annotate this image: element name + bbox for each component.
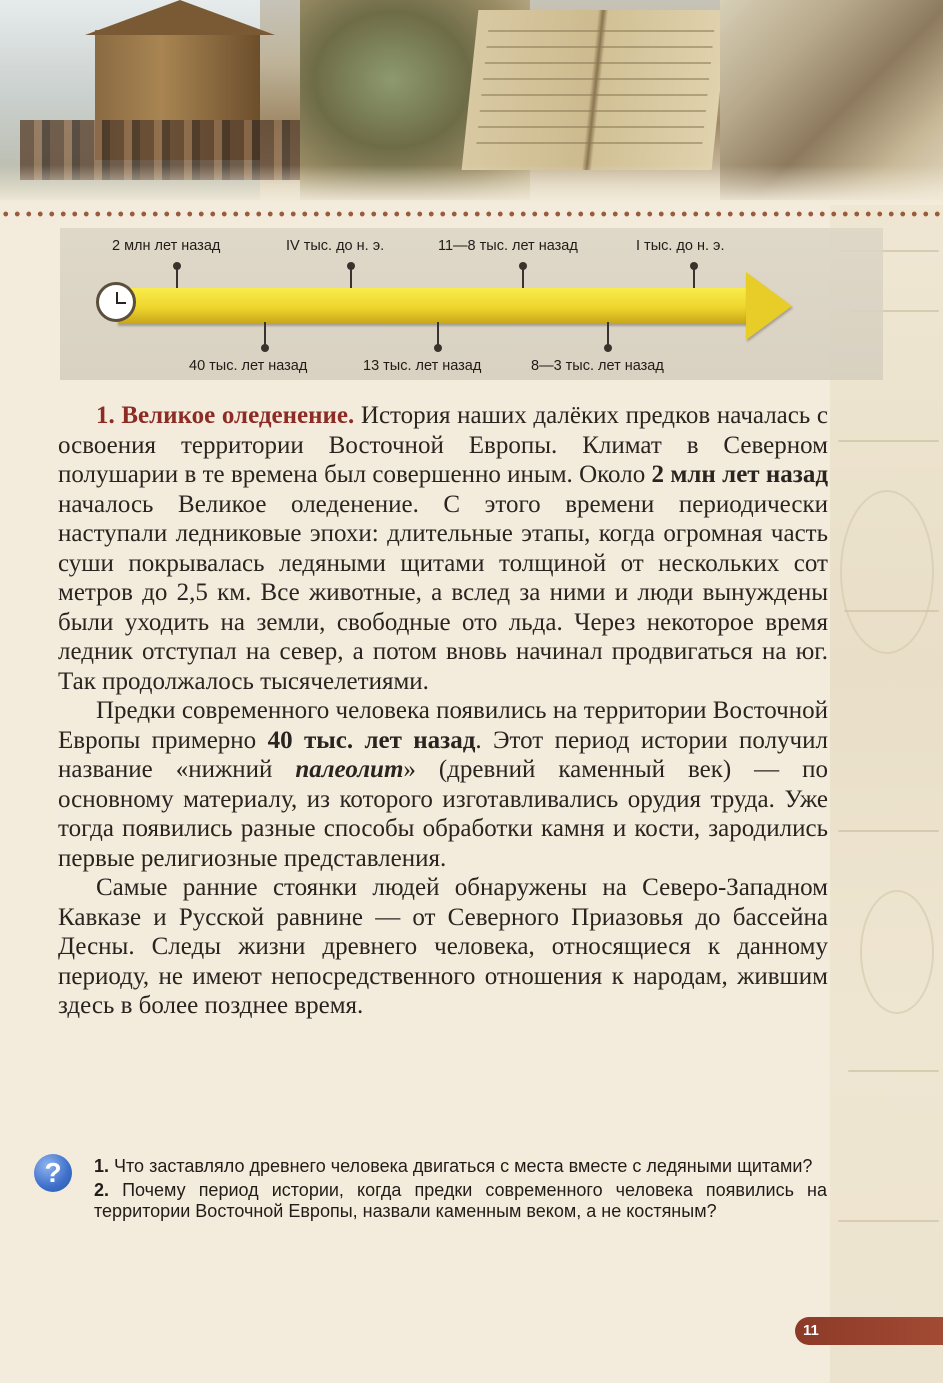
- question-item: 1. Что заставляло древнего человека двигаться с места вместе с ледяными щитами?: [94, 1156, 813, 1176]
- manuscript-book-image: [462, 10, 729, 170]
- timeline-label-top: I тыс. до н. э.: [636, 238, 725, 254]
- dotted-divider: [0, 210, 943, 218]
- paragraph-2: Предки современного человека появились на территории Восточной Европы примерно 40 тыс. лет назад. Этот период истории получил название «нижний палеолит» (древний каменный век) — по основному материалу, из которого изготавливались орудия труда. Уже тогда появились разные способы обработки камня и кости, зародились первые религиозные представления.: [58, 697, 828, 872]
- question-icon: ?: [34, 1154, 72, 1192]
- timeline-label-top: 2 млн лет назад: [112, 238, 221, 254]
- paragraph-1: 1. Великое оледенение. История наших далёких предков началась с освоения территории Восточной Европы. Климат в Северном полушарии в те времена был совершенно иным. Около 2 млн лет назад началось Великое оледенение. С этого времени периодически наступали ледниковые эпохи: длительные этапы, когда огромная часть суши покрывалась ледяными щитами толщиной от нескольких сот метров до 2,5 км. Все животные, а вслед за ними и люди вынуждены были уходить на земли, свободные ото льда. Через некоторое время ледник отступал на север, а потом вновь начинал продвигаться на юг. Так продолжалось тысячелетиями.: [58, 402, 829, 695]
- page-number: 11: [795, 1317, 943, 1345]
- timeline-arrow: [118, 288, 748, 324]
- timeline-label-top: IV тыс. до н. э.: [286, 238, 385, 254]
- timeline-label-bottom: 40 тыс. лет назад: [189, 358, 308, 374]
- header-illustration: [0, 0, 943, 205]
- section-body: [58, 401, 828, 1021]
- timeline-label-bottom: 8—3 тыс. лет назад: [531, 358, 664, 374]
- question-item: 2. Почему период истории, когда предки современного человека появились на территории Восточной Европы, назвали каменным веком, а не костяным?: [94, 1180, 827, 1221]
- paragraph-3: Самые ранние стоянки людей обнаружены на Северо-Западном Кавказе и Русской равнине — от Северного Приазовья до бассейна Десны. Следы жизни древнего человека, относящиеся к данному периоду, не имеют непосредственного отношения к народам, жившим здесь в более позднее время.: [58, 874, 828, 1019]
- timeline-label-top: 11—8 тыс. лет назад: [438, 238, 578, 254]
- questions-block: [94, 1156, 827, 1225]
- clock-icon: [96, 282, 136, 322]
- section-title: 1. Великое оледенение.: [96, 402, 355, 429]
- timeline-label-bottom: 13 тыс. лет назад: [363, 358, 482, 374]
- timeline-arrow-head: [746, 272, 792, 340]
